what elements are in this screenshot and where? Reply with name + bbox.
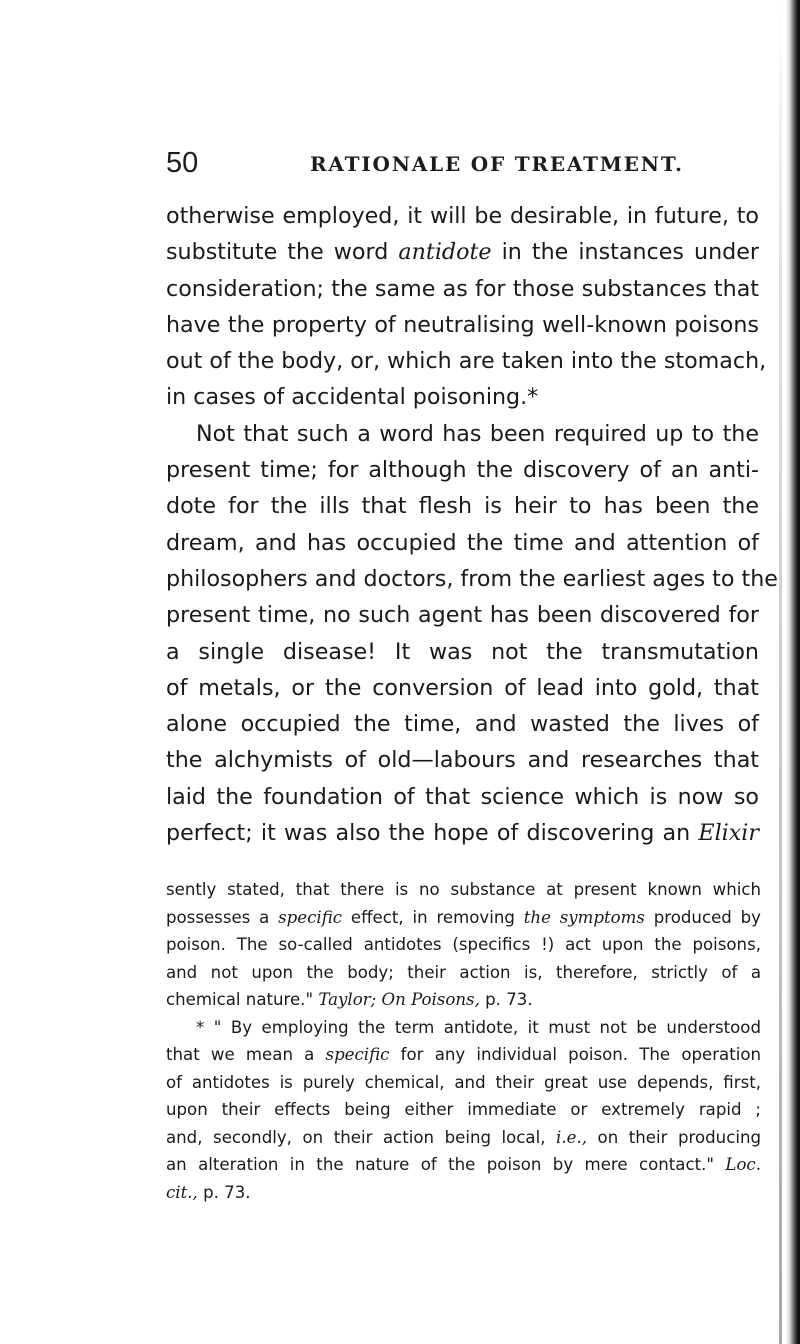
footnote-line xyxy=(166,1151,761,1179)
italic-text: antidote xyxy=(398,239,492,266)
text-run: out of the body, or, which are taken into the stomach, xyxy=(166,348,767,375)
text-line xyxy=(166,234,759,270)
text-line xyxy=(166,815,759,851)
italic-text: Loc. xyxy=(725,1155,761,1174)
text-run: effect, in removing xyxy=(342,907,524,927)
text-line xyxy=(166,307,759,343)
text-run: otherwise employed, it will be desirable, in future, to xyxy=(166,203,759,229)
footnote-line xyxy=(166,959,761,987)
text-run: dream, and has occupied the time and attention of xyxy=(166,529,759,556)
italic-text: i.e., xyxy=(556,1127,587,1147)
text-run: present time, no such agent has been discovered for xyxy=(166,602,759,629)
footnote-line xyxy=(166,876,761,904)
footnote-line xyxy=(166,1014,761,1042)
text-line xyxy=(166,271,759,307)
footnote-line xyxy=(166,1096,761,1124)
text-run: chemical nature." xyxy=(166,990,319,1009)
text-run: possesses a xyxy=(166,907,279,927)
footnote-line xyxy=(166,986,766,1014)
text-run: for any individual poison. The operation xyxy=(389,1045,761,1064)
footnote-line xyxy=(166,1041,761,1069)
text-run: produced by xyxy=(644,907,761,927)
text-run: Not that such a word has been required up to the xyxy=(196,420,759,447)
italic-text: specific xyxy=(278,907,343,927)
text-run: upon their effects being either immediate or extremely rapid ; xyxy=(166,1100,761,1119)
binding-shadow-line xyxy=(779,0,782,1344)
footnote-line xyxy=(166,904,761,932)
text-line xyxy=(166,198,759,234)
text-line xyxy=(166,525,759,561)
text-run: present time; for although the discovery of an anti- xyxy=(166,457,759,484)
text-line xyxy=(166,670,759,706)
text-run: philosophers and doctors, from the earliest ages to the xyxy=(166,565,778,592)
text-run: poison. The so-called antidotes (specifics !) act upon the poisons, xyxy=(166,935,761,954)
text-run: a single disease! It was not the transmutation xyxy=(166,638,759,665)
footnote-line xyxy=(166,931,761,959)
text-run: in the instances under xyxy=(491,239,759,266)
italic-text: Taylor; On Poisons, xyxy=(318,990,480,1009)
text-line xyxy=(166,742,759,778)
text-line xyxy=(166,779,759,815)
text-run: p. 73. xyxy=(197,1182,251,1202)
text-run: perfect; it was also the hope of discovering an xyxy=(166,820,699,847)
text-run: consideration; the same as for those substances that xyxy=(166,275,759,302)
text-line xyxy=(166,561,778,597)
text-run: and, secondly, on their action being local, xyxy=(166,1127,557,1147)
text-run: of metals, or the conversion of lead into gold, that xyxy=(166,674,759,701)
running-head: RATIONALE OF TREATMENT. xyxy=(310,152,684,176)
text-run: that we mean a xyxy=(166,1045,326,1064)
book-binding-edge xyxy=(786,0,800,1344)
page-header xyxy=(166,147,786,179)
footnotes xyxy=(166,876,766,1206)
text-run: on their producing xyxy=(587,1127,761,1147)
text-run: substitute the word xyxy=(166,239,399,266)
text-run: in cases of accidental poisoning.* xyxy=(166,384,539,411)
text-run: the alchymists of old—labours and researches that xyxy=(166,747,759,774)
footnote-line xyxy=(166,1179,766,1207)
italic-text: specific xyxy=(325,1045,390,1064)
text-run: alone occupied the time, and wasted the lives of xyxy=(166,711,759,738)
text-line xyxy=(166,416,759,452)
footnote-line xyxy=(166,1124,761,1152)
italic-text: cit., xyxy=(166,1182,198,1202)
text-run: dote for the ills that flesh is heir to has been the xyxy=(166,493,759,520)
text-run: of antidotes is purely chemical, and their great use depends, first, xyxy=(166,1072,761,1092)
text-line xyxy=(166,706,759,742)
text-run: laid the foundation of that science which is now so xyxy=(166,783,759,810)
italic-text: Elixir xyxy=(698,820,759,847)
italic-text: the symptoms xyxy=(523,907,645,927)
text-line xyxy=(166,597,759,633)
text-run: an alteration in the nature of the poison by mere contact." xyxy=(166,1155,726,1174)
footnote-line xyxy=(166,1069,761,1097)
text-line xyxy=(166,488,759,524)
text-run: p. 73. xyxy=(479,990,533,1009)
text-run: and not upon the body; their action is, therefore, strictly of a xyxy=(166,962,761,982)
text-run: have the property of neutralising well-known poisons xyxy=(166,311,759,338)
text-line xyxy=(166,343,767,379)
main-text xyxy=(166,198,776,851)
text-line xyxy=(166,452,759,488)
page-number: 50 xyxy=(166,147,199,179)
text-line xyxy=(166,379,776,415)
text-run: sently stated, that there is no substance at present known which xyxy=(166,880,761,899)
text-line xyxy=(166,634,759,670)
text-run: * " By employing the term antidote, it must not be understood xyxy=(196,1017,761,1037)
